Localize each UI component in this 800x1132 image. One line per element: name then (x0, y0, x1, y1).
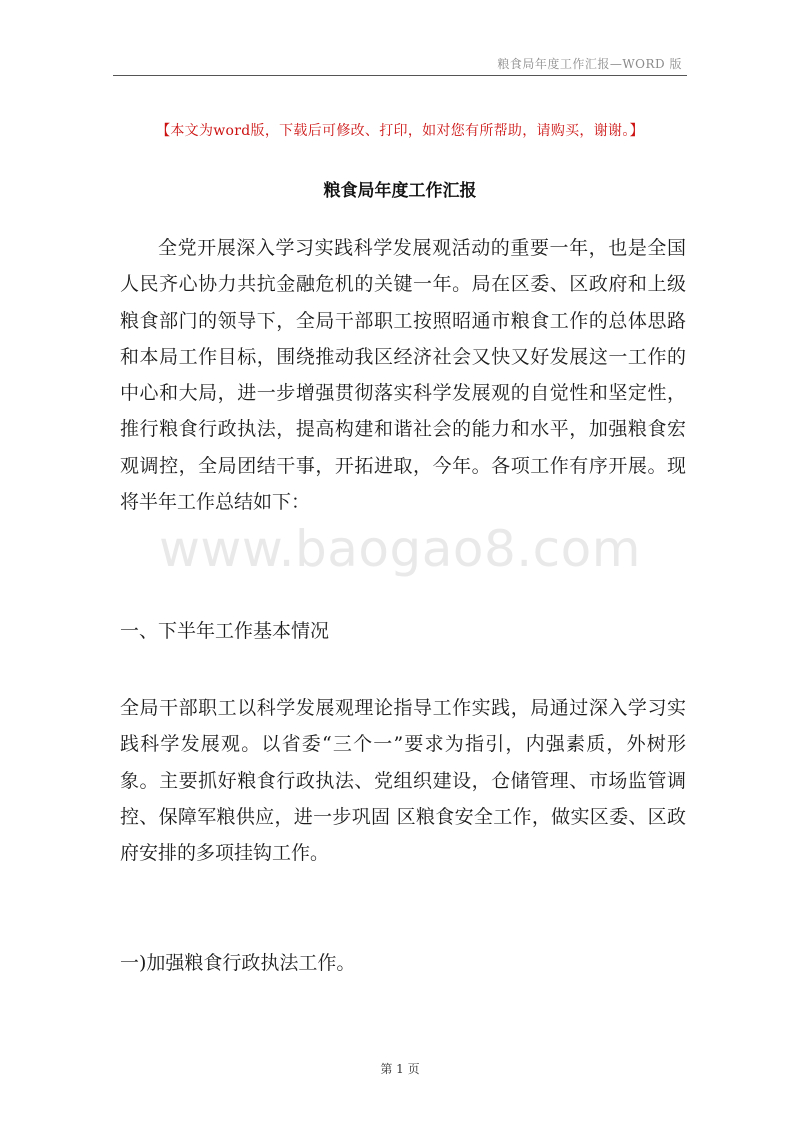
section-heading-1: 一、下半年工作基本情况 (120, 620, 330, 642)
page-header-title: 粮食局年度工作汇报—WORD 版 (497, 57, 682, 71)
watermark: www.baogao8.com (159, 520, 641, 578)
subsection-heading-1: 一)加强粮食行政执法工作。 (120, 952, 356, 974)
download-notice: 【本文为word版，下载后可修改、打印，如对您有所帮助，请购买，谢谢。】 (156, 123, 644, 139)
document-title: 粮食局年度工作汇报 (323, 181, 477, 201)
page-number: 第 1 页 (380, 1062, 420, 1076)
intro-paragraph: 全党开展深入学习实践科学发展观活动的重要一年，也是全国人民齐心协力共抗金融危机的关键一年。局在区委、区政府和上级粮食部门的领导下，全局干部职工按照昭通市粮食工作的总体思路和本局工作目标，围绕推动我区经济社会又快又好发展这一工作的中心和大局，进一步增强贯彻落实科学发展观的自觉性和坚定性，推行粮食行政执法，提高构建和谐社会的能力和水平，加强粮食宏观调控，全局团结干事，开拓进取，今年。各项工作有序开展。现将半年工作总结如下： (120, 237, 686, 514)
header-divider (113, 75, 687, 76)
section-paragraph-1: 全局干部职工以科学发展观理论指导工作实践，局通过深入学习实践科学发展观。以省委“三个一”要求为指引，内强素质，外树形象。主要抓好粮食行政执法、党组织建设，仓储管理、市场监管调控、保障军粮供应，进一步巩固 区粮食安全工作，做实区委、区政府安排的多项挂钩工作。 (120, 697, 686, 865)
